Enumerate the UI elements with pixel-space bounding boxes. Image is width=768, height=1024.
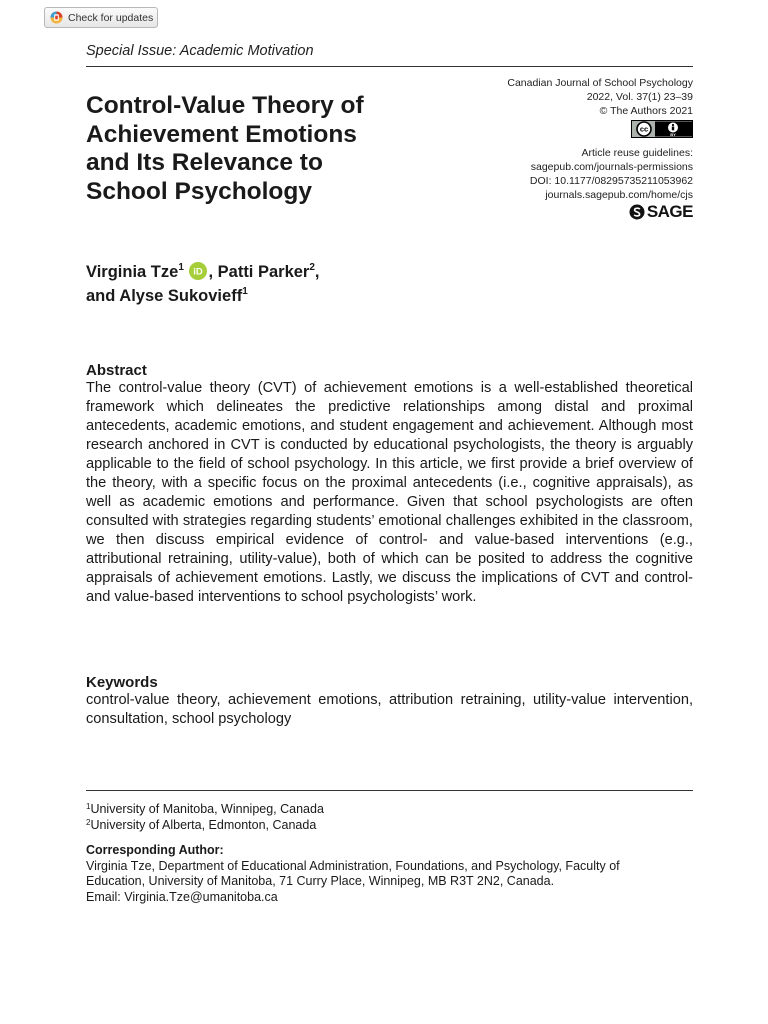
- corresponding-author: [86, 843, 693, 905]
- affiliation-text: University of Alberta, Edmonton, Canada: [90, 817, 317, 832]
- sage-logo-icon: [629, 204, 645, 220]
- corresponding-address-line: Virginia Tze, Department of Educational Administration, Foundations, and Psychology, Faculty of: [86, 858, 620, 873]
- keywords-heading: Keywords: [86, 674, 158, 691]
- footnote-divider: [86, 790, 693, 791]
- keywords-section: [86, 674, 693, 729]
- author-line-1: [86, 260, 506, 284]
- keywords-text: control-value theory, achievement emotions, attribution retraining, utility-value intervention, consultation, school psychology: [86, 692, 693, 727]
- author-name: , Patti Parker: [208, 263, 310, 281]
- orcid-label: iD: [193, 266, 204, 278]
- doi-link[interactable]: DOI: 10.1177/08295735211053962: [529, 175, 693, 187]
- sage-logo: [453, 204, 693, 220]
- affiliation-number: 1: [86, 802, 91, 811]
- creative-commons-icon[interactable]: [631, 120, 693, 142]
- journal-homepage-link[interactable]: journals.sagepub.com/home/cjs: [545, 189, 693, 201]
- cc-by-label: BY: [670, 132, 676, 138]
- special-issue-label: Special Issue: Academic Motivation: [86, 43, 314, 59]
- title-line: Achievement Emotions: [86, 120, 357, 148]
- author-name: and Alyse Sukovieff: [86, 287, 243, 305]
- affiliation-marker: 2: [309, 262, 315, 273]
- abstract-heading: Abstract: [86, 362, 147, 379]
- check-for-updates-label: Check for updates: [68, 11, 154, 24]
- author-list: [86, 260, 506, 308]
- cc-mark: cc: [639, 124, 649, 134]
- crossmark-icon: [50, 11, 63, 24]
- author-separator: ,: [314, 263, 320, 281]
- reuse-link[interactable]: sagepub.com/journals-permissions: [530, 161, 693, 173]
- affiliation-marker: 1: [178, 262, 184, 273]
- title-line: and Its Relevance to: [86, 149, 323, 176]
- author-name: Virginia Tze: [86, 263, 179, 281]
- reuse-label: Article reuse guidelines:: [581, 147, 693, 159]
- journal-name: Canadian Journal of School Psychology: [507, 77, 693, 89]
- corresponding-heading: Corresponding Author:: [86, 843, 224, 857]
- affiliation-marker: 1: [242, 286, 248, 297]
- abstract-text: The control-value theory (CVT) of achievement emotions is a well-established theoretical framework which delineates the predictive relationships among distal and proximal antecedents, academic emotions, and student engagement and achievement. Although most research anchored in CVT is conducted by educational psychologists, the theory is arguably applicable to the field of school psychology. In this article, we first provide a brief overview of the theory, with a specific focus on the proximal antecedents (i.e., cognitive appraisals), as well as academic emotions and performance. Given that school psychologists are often consulted with strategies regarding students’ emotional challenges exhibited in the classroom, we then discuss empirical evidence of control- and value-based interventions (e.g., attributional retraining, utility-value), both of which can be posited to address the cognitive appraisals of achievement emotions. Lastly, we discuss the implications of CVT and control- and value-based interventions to school psychologists’ work.: [86, 380, 693, 605]
- abstract-section: [86, 362, 693, 607]
- author-line-2: [86, 284, 506, 308]
- journal-info: [453, 76, 693, 220]
- affiliation-item: [86, 802, 693, 818]
- article-title: [86, 92, 466, 206]
- check-for-updates-button[interactable]: [44, 7, 158, 28]
- sage-wordmark: SAGE: [646, 202, 693, 221]
- affiliation-number: 2: [86, 817, 91, 827]
- affiliation-item: [86, 818, 693, 834]
- top-divider: [86, 66, 693, 67]
- title-line: Control-Value Theory of: [86, 92, 364, 119]
- affiliation-text: University of Manitoba, Winnipeg, Canada: [90, 802, 324, 816]
- corresponding-email[interactable]: Email: Virginia.Tze@umanitoba.ca: [86, 889, 278, 904]
- journal-copyright: © The Authors 2021: [599, 105, 693, 117]
- title-line: School Psychology: [86, 177, 312, 205]
- affiliations: [86, 802, 693, 833]
- corresponding-address-line: Education, University of Manitoba, 71 Curry Place, Winnipeg, MB R3T 2N2, Canada.: [86, 874, 555, 888]
- orcid-icon[interactable]: [189, 262, 207, 280]
- journal-volume: 2022, Vol. 37(1) 23–39: [586, 91, 693, 103]
